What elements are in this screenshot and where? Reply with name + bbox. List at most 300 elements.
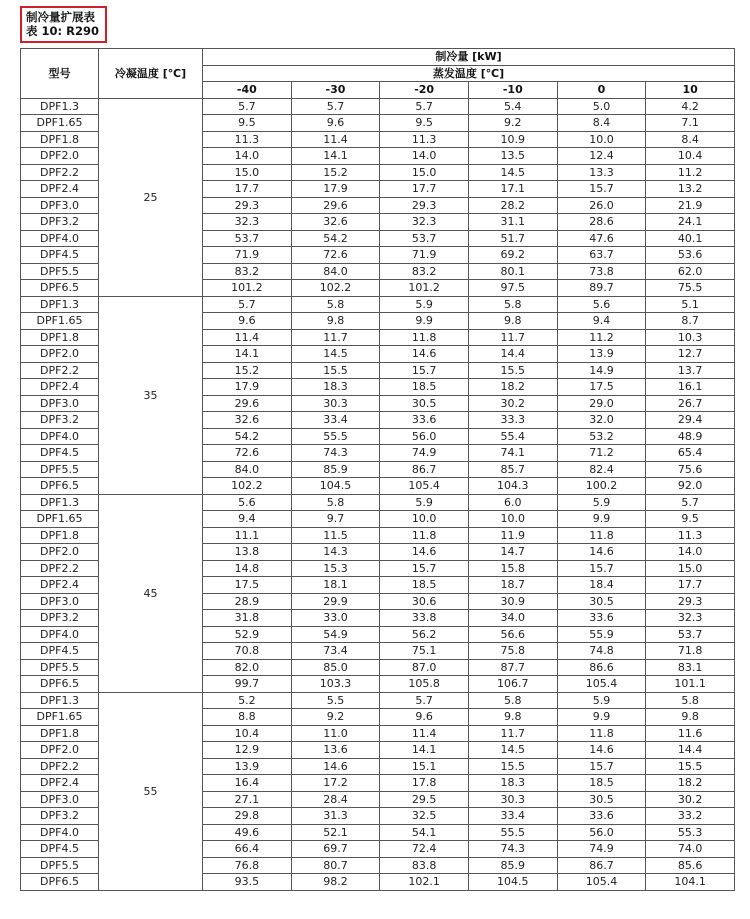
- capacity-value-cell: 17.5: [203, 577, 292, 594]
- capacity-value-cell: 86.6: [557, 659, 646, 676]
- model-cell: DPF5.5: [21, 263, 99, 280]
- capacity-value-cell: 14.0: [380, 148, 469, 165]
- capacity-value-cell: 14.5: [291, 346, 380, 363]
- capacity-value-cell: 15.0: [380, 164, 469, 181]
- cond-temp-cell: 55: [99, 692, 203, 890]
- capacity-value-cell: 82.0: [203, 659, 292, 676]
- model-cell: DPF3.2: [21, 610, 99, 627]
- capacity-value-cell: 11.4: [291, 131, 380, 148]
- capacity-value-cell: 30.3: [468, 791, 557, 808]
- capacity-value-cell: 103.3: [291, 676, 380, 693]
- capacity-value-cell: 27.1: [203, 791, 292, 808]
- capacity-value-cell: 9.9: [557, 511, 646, 528]
- model-cell: DPF3.0: [21, 593, 99, 610]
- capacity-value-cell: 15.1: [380, 758, 469, 775]
- capacity-value-cell: 52.9: [203, 626, 292, 643]
- capacity-value-cell: 8.7: [646, 313, 735, 330]
- capacity-value-cell: 9.2: [291, 709, 380, 726]
- capacity-value-cell: 15.7: [380, 362, 469, 379]
- model-cell: DPF2.0: [21, 346, 99, 363]
- capacity-value-cell: 29.6: [203, 395, 292, 412]
- model-cell: DPF4.5: [21, 247, 99, 264]
- header-evap-value: 0: [557, 82, 646, 99]
- capacity-value-cell: 104.5: [291, 478, 380, 495]
- capacity-value-cell: 85.0: [291, 659, 380, 676]
- capacity-value-cell: 13.3: [557, 164, 646, 181]
- model-cell: DPF2.0: [21, 148, 99, 165]
- model-cell: DPF1.65: [21, 115, 99, 132]
- capacity-value-cell: 15.2: [291, 164, 380, 181]
- model-cell: DPF2.4: [21, 379, 99, 396]
- model-cell: DPF4.5: [21, 841, 99, 858]
- model-cell: DPF2.0: [21, 742, 99, 759]
- capacity-value-cell: 9.4: [557, 313, 646, 330]
- capacity-value-cell: 30.6: [380, 593, 469, 610]
- capacity-value-cell: 29.3: [380, 197, 469, 214]
- capacity-value-cell: 11.8: [557, 527, 646, 544]
- capacity-value-cell: 65.4: [646, 445, 735, 462]
- capacity-value-cell: 71.8: [646, 643, 735, 660]
- capacity-value-cell: 98.2: [291, 874, 380, 891]
- capacity-value-cell: 53.7: [646, 626, 735, 643]
- capacity-value-cell: 15.0: [203, 164, 292, 181]
- capacity-value-cell: 92.0: [646, 478, 735, 495]
- capacity-value-cell: 73.8: [557, 263, 646, 280]
- capacity-value-cell: 85.9: [468, 857, 557, 874]
- capacity-value-cell: 17.2: [291, 775, 380, 792]
- model-cell: DPF1.8: [21, 131, 99, 148]
- capacity-value-cell: 11.2: [557, 329, 646, 346]
- capacity-value-cell: 17.7: [203, 181, 292, 198]
- capacity-value-cell: 55.5: [291, 428, 380, 445]
- capacity-value-cell: 32.6: [203, 412, 292, 429]
- capacity-value-cell: 74.8: [557, 643, 646, 660]
- capacity-value-cell: 31.3: [291, 808, 380, 825]
- capacity-value-cell: 33.4: [291, 412, 380, 429]
- capacity-value-cell: 15.8: [468, 560, 557, 577]
- table-row: [21, 494, 735, 511]
- capacity-value-cell: 29.5: [380, 791, 469, 808]
- capacity-value-cell: 13.9: [557, 346, 646, 363]
- model-cell: DPF4.5: [21, 445, 99, 462]
- capacity-value-cell: 104.5: [468, 874, 557, 891]
- capacity-value-cell: 63.7: [557, 247, 646, 264]
- model-cell: DPF2.4: [21, 775, 99, 792]
- header-evap-value: 10: [646, 82, 735, 99]
- capacity-value-cell: 10.9: [468, 131, 557, 148]
- capacity-value-cell: 30.9: [468, 593, 557, 610]
- capacity-value-cell: 26.7: [646, 395, 735, 412]
- capacity-value-cell: 17.7: [646, 577, 735, 594]
- capacity-value-cell: 10.4: [646, 148, 735, 165]
- capacity-value-cell: 52.1: [291, 824, 380, 841]
- capacity-value-cell: 5.5: [291, 692, 380, 709]
- capacity-value-cell: 17.5: [557, 379, 646, 396]
- capacity-value-cell: 10.4: [203, 725, 292, 742]
- model-cell: DPF1.65: [21, 511, 99, 528]
- capacity-value-cell: 55.4: [468, 428, 557, 445]
- capacity-value-cell: 30.5: [557, 791, 646, 808]
- model-cell: DPF2.4: [21, 181, 99, 198]
- capacity-value-cell: 55.3: [646, 824, 735, 841]
- capacity-value-cell: 89.7: [557, 280, 646, 297]
- capacity-value-cell: 32.5: [380, 808, 469, 825]
- capacity-value-cell: 10.0: [557, 131, 646, 148]
- capacity-value-cell: 32.3: [203, 214, 292, 231]
- capacity-value-cell: 5.9: [380, 494, 469, 511]
- capacity-value-cell: 82.4: [557, 461, 646, 478]
- capacity-value-cell: 33.3: [468, 412, 557, 429]
- capacity-value-cell: 83.1: [646, 659, 735, 676]
- capacity-value-cell: 11.9: [468, 527, 557, 544]
- capacity-value-cell: 14.4: [646, 742, 735, 759]
- cooling-capacity-table: [20, 48, 735, 891]
- capacity-value-cell: 28.6: [557, 214, 646, 231]
- capacity-value-cell: 93.5: [203, 874, 292, 891]
- capacity-value-cell: 9.8: [468, 313, 557, 330]
- capacity-value-cell: 29.8: [203, 808, 292, 825]
- capacity-value-cell: 14.6: [557, 742, 646, 759]
- capacity-value-cell: 15.7: [557, 758, 646, 775]
- capacity-value-cell: 85.9: [291, 461, 380, 478]
- model-cell: DPF3.2: [21, 808, 99, 825]
- capacity-value-cell: 10.3: [646, 329, 735, 346]
- capacity-value-cell: 102.2: [203, 478, 292, 495]
- capacity-value-cell: 31.1: [468, 214, 557, 231]
- capacity-value-cell: 51.7: [468, 230, 557, 247]
- capacity-value-cell: 54.2: [203, 428, 292, 445]
- capacity-value-cell: 100.2: [557, 478, 646, 495]
- model-cell: DPF2.2: [21, 758, 99, 775]
- capacity-value-cell: 9.9: [557, 709, 646, 726]
- capacity-value-cell: 14.6: [557, 544, 646, 561]
- capacity-value-cell: 11.7: [291, 329, 380, 346]
- capacity-value-cell: 18.5: [557, 775, 646, 792]
- capacity-value-cell: 33.0: [291, 610, 380, 627]
- capacity-value-cell: 11.5: [291, 527, 380, 544]
- capacity-value-cell: 9.8: [468, 709, 557, 726]
- header-cond-temp: 冷凝温度 [℃]: [99, 49, 203, 99]
- capacity-value-cell: 13.2: [646, 181, 735, 198]
- capacity-value-cell: 17.8: [380, 775, 469, 792]
- capacity-value-cell: 55.5: [468, 824, 557, 841]
- capacity-value-cell: 104.3: [468, 478, 557, 495]
- capacity-value-cell: 15.7: [380, 560, 469, 577]
- header-evap-value: -30: [291, 82, 380, 99]
- capacity-value-cell: 84.0: [203, 461, 292, 478]
- capacity-value-cell: 21.9: [646, 197, 735, 214]
- model-cell: DPF6.5: [21, 676, 99, 693]
- capacity-value-cell: 18.3: [468, 775, 557, 792]
- capacity-value-cell: 8.4: [646, 131, 735, 148]
- capacity-value-cell: 40.1: [646, 230, 735, 247]
- capacity-value-cell: 73.4: [291, 643, 380, 660]
- capacity-value-cell: 74.1: [468, 445, 557, 462]
- capacity-value-cell: 5.2: [203, 692, 292, 709]
- model-cell: DPF1.3: [21, 296, 99, 313]
- capacity-value-cell: 47.6: [557, 230, 646, 247]
- capacity-value-cell: 11.0: [291, 725, 380, 742]
- capacity-value-cell: 30.5: [557, 593, 646, 610]
- capacity-value-cell: 17.7: [380, 181, 469, 198]
- capacity-value-cell: 8.8: [203, 709, 292, 726]
- cond-temp-cell: 45: [99, 494, 203, 692]
- capacity-value-cell: 9.5: [203, 115, 292, 132]
- capacity-value-cell: 9.8: [291, 313, 380, 330]
- capacity-value-cell: 14.5: [468, 742, 557, 759]
- capacity-value-cell: 15.7: [557, 181, 646, 198]
- model-cell: DPF6.5: [21, 280, 99, 297]
- capacity-value-cell: 13.5: [468, 148, 557, 165]
- capacity-value-cell: 12.9: [203, 742, 292, 759]
- capacity-value-cell: 71.9: [380, 247, 469, 264]
- header-evap-temp: 蒸发温度 [℃]: [203, 65, 735, 82]
- model-cell: DPF6.5: [21, 874, 99, 891]
- capacity-value-cell: 11.8: [557, 725, 646, 742]
- capacity-value-cell: 18.2: [468, 379, 557, 396]
- header-evap-value: -40: [203, 82, 292, 99]
- capacity-value-cell: 33.6: [380, 412, 469, 429]
- capacity-value-cell: 69.2: [468, 247, 557, 264]
- capacity-value-cell: 30.2: [646, 791, 735, 808]
- capacity-value-cell: 5.8: [291, 494, 380, 511]
- header-row-1: [21, 49, 735, 66]
- capacity-value-cell: 54.1: [380, 824, 469, 841]
- capacity-value-cell: 87.7: [468, 659, 557, 676]
- capacity-value-cell: 14.6: [380, 544, 469, 561]
- capacity-value-cell: 14.3: [291, 544, 380, 561]
- capacity-value-cell: 101.2: [380, 280, 469, 297]
- capacity-value-cell: 14.8: [203, 560, 292, 577]
- model-cell: DPF1.3: [21, 494, 99, 511]
- capacity-value-cell: 83.8: [380, 857, 469, 874]
- capacity-value-cell: 74.3: [291, 445, 380, 462]
- capacity-value-cell: 15.5: [291, 362, 380, 379]
- capacity-value-cell: 32.6: [291, 214, 380, 231]
- capacity-value-cell: 14.0: [203, 148, 292, 165]
- capacity-value-cell: 5.8: [291, 296, 380, 313]
- capacity-value-cell: 102.2: [291, 280, 380, 297]
- capacity-value-cell: 29.3: [203, 197, 292, 214]
- capacity-value-cell: 84.0: [291, 263, 380, 280]
- cond-temp-cell: 25: [99, 98, 203, 296]
- capacity-value-cell: 71.2: [557, 445, 646, 462]
- capacity-value-cell: 14.1: [203, 346, 292, 363]
- model-cell: DPF4.5: [21, 643, 99, 660]
- capacity-value-cell: 10.0: [468, 511, 557, 528]
- capacity-value-cell: 5.1: [646, 296, 735, 313]
- capacity-value-cell: 5.6: [203, 494, 292, 511]
- capacity-value-cell: 76.8: [203, 857, 292, 874]
- table-row: [21, 692, 735, 709]
- model-cell: DPF1.3: [21, 692, 99, 709]
- capacity-value-cell: 71.9: [203, 247, 292, 264]
- capacity-value-cell: 54.9: [291, 626, 380, 643]
- capacity-value-cell: 11.3: [646, 527, 735, 544]
- capacity-value-cell: 18.7: [468, 577, 557, 594]
- model-cell: DPF4.0: [21, 824, 99, 841]
- capacity-value-cell: 9.6: [203, 313, 292, 330]
- capacity-value-cell: 53.6: [646, 247, 735, 264]
- model-cell: DPF1.65: [21, 313, 99, 330]
- capacity-value-cell: 26.0: [557, 197, 646, 214]
- capacity-value-cell: 56.2: [380, 626, 469, 643]
- capacity-value-cell: 75.6: [646, 461, 735, 478]
- capacity-value-cell: 8.4: [557, 115, 646, 132]
- capacity-value-cell: 5.7: [380, 98, 469, 115]
- capacity-value-cell: 9.2: [468, 115, 557, 132]
- capacity-value-cell: 14.1: [380, 742, 469, 759]
- capacity-value-cell: 5.8: [646, 692, 735, 709]
- capacity-value-cell: 29.9: [291, 593, 380, 610]
- capacity-value-cell: 85.7: [468, 461, 557, 478]
- capacity-value-cell: 28.2: [468, 197, 557, 214]
- capacity-value-cell: 5.9: [380, 296, 469, 313]
- capacity-value-cell: 11.7: [468, 329, 557, 346]
- capacity-value-cell: 106.7: [468, 676, 557, 693]
- capacity-value-cell: 53.2: [557, 428, 646, 445]
- capacity-value-cell: 11.7: [468, 725, 557, 742]
- capacity-value-cell: 11.4: [380, 725, 469, 742]
- capacity-value-cell: 29.3: [646, 593, 735, 610]
- table-row: [21, 98, 735, 115]
- capacity-value-cell: 4.2: [646, 98, 735, 115]
- capacity-value-cell: 56.0: [380, 428, 469, 445]
- model-cell: DPF1.3: [21, 98, 99, 115]
- model-cell: DPF5.5: [21, 461, 99, 478]
- capacity-value-cell: 5.6: [557, 296, 646, 313]
- capacity-value-cell: 17.9: [203, 379, 292, 396]
- capacity-value-cell: 5.9: [557, 494, 646, 511]
- capacity-value-cell: 14.1: [291, 148, 380, 165]
- capacity-value-cell: 24.1: [646, 214, 735, 231]
- header-evap-value: -20: [380, 82, 469, 99]
- capacity-value-cell: 5.7: [291, 98, 380, 115]
- capacity-value-cell: 53.7: [203, 230, 292, 247]
- capacity-value-cell: 104.1: [646, 874, 735, 891]
- table-row: [21, 296, 735, 313]
- capacity-value-cell: 14.4: [468, 346, 557, 363]
- capacity-value-cell: 72.6: [291, 247, 380, 264]
- capacity-value-cell: 5.7: [646, 494, 735, 511]
- capacity-value-cell: 14.7: [468, 544, 557, 561]
- model-cell: DPF2.2: [21, 560, 99, 577]
- capacity-value-cell: 11.1: [203, 527, 292, 544]
- model-cell: DPF4.0: [21, 626, 99, 643]
- capacity-value-cell: 56.0: [557, 824, 646, 841]
- capacity-value-cell: 74.3: [468, 841, 557, 858]
- capacity-value-cell: 5.8: [468, 296, 557, 313]
- header-evap-value: -10: [468, 82, 557, 99]
- capacity-value-cell: 70.8: [203, 643, 292, 660]
- capacity-value-cell: 5.9: [557, 692, 646, 709]
- capacity-value-cell: 56.6: [468, 626, 557, 643]
- capacity-value-cell: 49.6: [203, 824, 292, 841]
- capacity-value-cell: 105.4: [380, 478, 469, 495]
- capacity-value-cell: 6.0: [468, 494, 557, 511]
- table-title-box: [20, 6, 107, 43]
- capacity-value-cell: 74.9: [380, 445, 469, 462]
- capacity-value-cell: 12.4: [557, 148, 646, 165]
- capacity-value-cell: 29.4: [646, 412, 735, 429]
- capacity-value-cell: 74.0: [646, 841, 735, 858]
- capacity-value-cell: 87.0: [380, 659, 469, 676]
- capacity-value-cell: 101.2: [203, 280, 292, 297]
- capacity-value-cell: 18.5: [380, 379, 469, 396]
- model-cell: DPF5.5: [21, 857, 99, 874]
- capacity-value-cell: 28.4: [291, 791, 380, 808]
- capacity-value-cell: 14.6: [380, 346, 469, 363]
- model-cell: DPF3.0: [21, 197, 99, 214]
- capacity-value-cell: 105.8: [380, 676, 469, 693]
- capacity-value-cell: 13.6: [291, 742, 380, 759]
- model-cell: DPF2.2: [21, 164, 99, 181]
- capacity-value-cell: 55.9: [557, 626, 646, 643]
- capacity-value-cell: 9.5: [380, 115, 469, 132]
- capacity-value-cell: 5.7: [203, 98, 292, 115]
- capacity-value-cell: 17.9: [291, 181, 380, 198]
- capacity-value-cell: 75.5: [646, 280, 735, 297]
- capacity-value-cell: 18.3: [291, 379, 380, 396]
- capacity-value-cell: 5.4: [468, 98, 557, 115]
- capacity-value-cell: 17.1: [468, 181, 557, 198]
- capacity-value-cell: 69.7: [291, 841, 380, 858]
- capacity-value-cell: 33.4: [468, 808, 557, 825]
- capacity-value-cell: 11.2: [646, 164, 735, 181]
- capacity-value-cell: 30.5: [380, 395, 469, 412]
- capacity-value-cell: 11.3: [203, 131, 292, 148]
- model-cell: DPF4.0: [21, 230, 99, 247]
- capacity-value-cell: 101.1: [646, 676, 735, 693]
- table-header: [21, 49, 735, 99]
- capacity-value-cell: 85.6: [646, 857, 735, 874]
- capacity-value-cell: 16.4: [203, 775, 292, 792]
- capacity-value-cell: 11.8: [380, 329, 469, 346]
- capacity-value-cell: 99.7: [203, 676, 292, 693]
- capacity-value-cell: 72.4: [380, 841, 469, 858]
- capacity-value-cell: 5.8: [468, 692, 557, 709]
- model-cell: DPF1.8: [21, 329, 99, 346]
- capacity-value-cell: 13.8: [203, 544, 292, 561]
- capacity-value-cell: 102.1: [380, 874, 469, 891]
- capacity-value-cell: 75.8: [468, 643, 557, 660]
- capacity-value-cell: 16.1: [646, 379, 735, 396]
- capacity-value-cell: 62.0: [646, 263, 735, 280]
- capacity-value-cell: 53.7: [380, 230, 469, 247]
- header-capacity: 制冷量 [kW]: [203, 49, 735, 66]
- capacity-value-cell: 18.5: [380, 577, 469, 594]
- capacity-value-cell: 83.2: [380, 263, 469, 280]
- capacity-value-cell: 11.6: [646, 725, 735, 742]
- capacity-value-cell: 105.4: [557, 874, 646, 891]
- capacity-value-cell: 14.0: [646, 544, 735, 561]
- capacity-value-cell: 29.0: [557, 395, 646, 412]
- model-cell: DPF1.65: [21, 709, 99, 726]
- model-cell: DPF3.2: [21, 214, 99, 231]
- model-cell: DPF2.2: [21, 362, 99, 379]
- capacity-value-cell: 14.5: [468, 164, 557, 181]
- capacity-value-cell: 15.3: [291, 560, 380, 577]
- table-title: 制冷量扩展表: [26, 10, 95, 24]
- capacity-value-cell: 5.7: [380, 692, 469, 709]
- capacity-value-cell: 10.0: [380, 511, 469, 528]
- capacity-value-cell: 9.6: [380, 709, 469, 726]
- model-cell: DPF3.2: [21, 412, 99, 429]
- capacity-value-cell: 15.0: [646, 560, 735, 577]
- table-subtitle: 表 10: R290: [26, 24, 99, 38]
- capacity-value-cell: 13.9: [203, 758, 292, 775]
- capacity-value-cell: 14.9: [557, 362, 646, 379]
